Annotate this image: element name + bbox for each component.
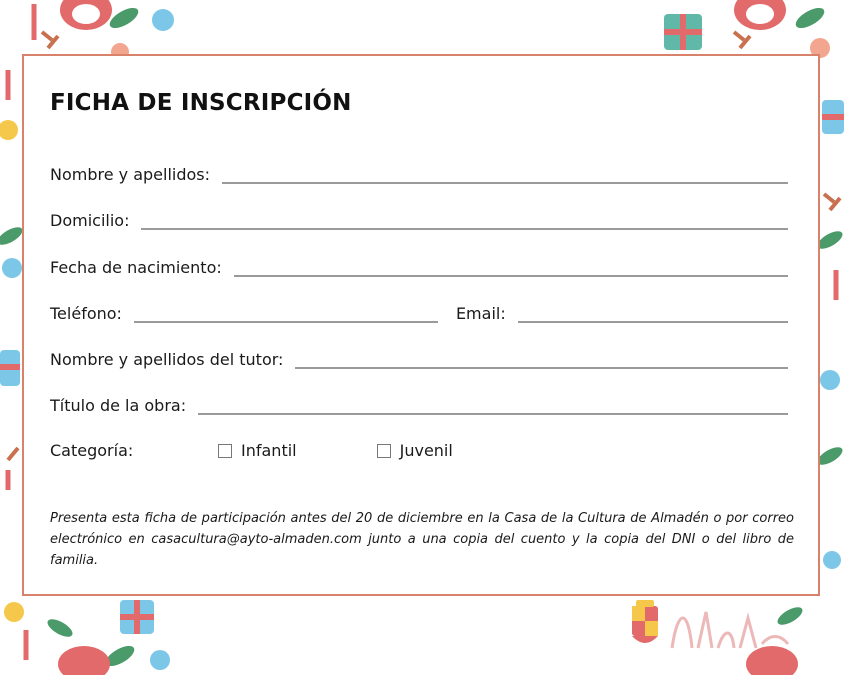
juvenil-checkbox[interactable] <box>377 444 391 458</box>
field-row-nombre <box>50 160 788 184</box>
form-title: FICHA DE INSCRIPCIÓN <box>50 90 352 116</box>
category-row <box>50 441 533 460</box>
domicilio-label: Domicilio: <box>50 211 130 230</box>
nombre-label: Nombre y apellidos: <box>50 165 211 184</box>
email-input[interactable] <box>518 303 788 323</box>
domicilio-input[interactable] <box>141 210 788 230</box>
telefono-label: Teléfono: <box>50 304 122 323</box>
registration-form-card <box>22 54 820 596</box>
field-row-domicilio <box>50 206 788 230</box>
ayuntamiento-almaden-logo <box>628 598 798 656</box>
field-row-titulo <box>50 391 788 415</box>
tutor-label: Nombre y apellidos del tutor: <box>50 350 284 369</box>
category-label: Categoría: <box>50 441 134 460</box>
field-row-tutor <box>50 345 788 369</box>
gift-icon <box>0 350 20 386</box>
email-label: Email: <box>455 304 506 323</box>
gift-icon <box>664 14 702 50</box>
fecha-nacimiento-input[interactable] <box>234 257 788 277</box>
gift-icon <box>120 600 154 634</box>
field-row-telefono-email <box>50 299 788 323</box>
tutor-input[interactable] <box>295 349 788 369</box>
category-juvenil-option[interactable] <box>377 441 453 460</box>
juvenil-label: Juvenil <box>399 441 453 460</box>
infantil-checkbox[interactable] <box>218 444 232 458</box>
titulo-obra-input[interactable] <box>198 395 788 415</box>
nombre-input[interactable] <box>222 164 788 184</box>
fecha-nacimiento-label: Fecha de nacimiento: <box>50 258 222 277</box>
submission-instructions: Presenta esta ficha de participación antes del 20 de diciembre en la Casa de la Cultura de Almadén o por correo electrónico en casacultura@ayto-almaden.com junto a una copia del cuento y la copia del DNI o del libro de familia. <box>50 511 794 568</box>
titulo-obra-label: Título de la obra: <box>50 396 187 415</box>
category-infantil-option[interactable] <box>218 441 297 460</box>
infantil-label: Infantil <box>241 441 297 460</box>
gift-icon <box>822 100 844 134</box>
coat-of-arms-icon <box>632 600 658 643</box>
telefono-input[interactable] <box>134 303 438 323</box>
field-row-fecha <box>50 253 788 277</box>
